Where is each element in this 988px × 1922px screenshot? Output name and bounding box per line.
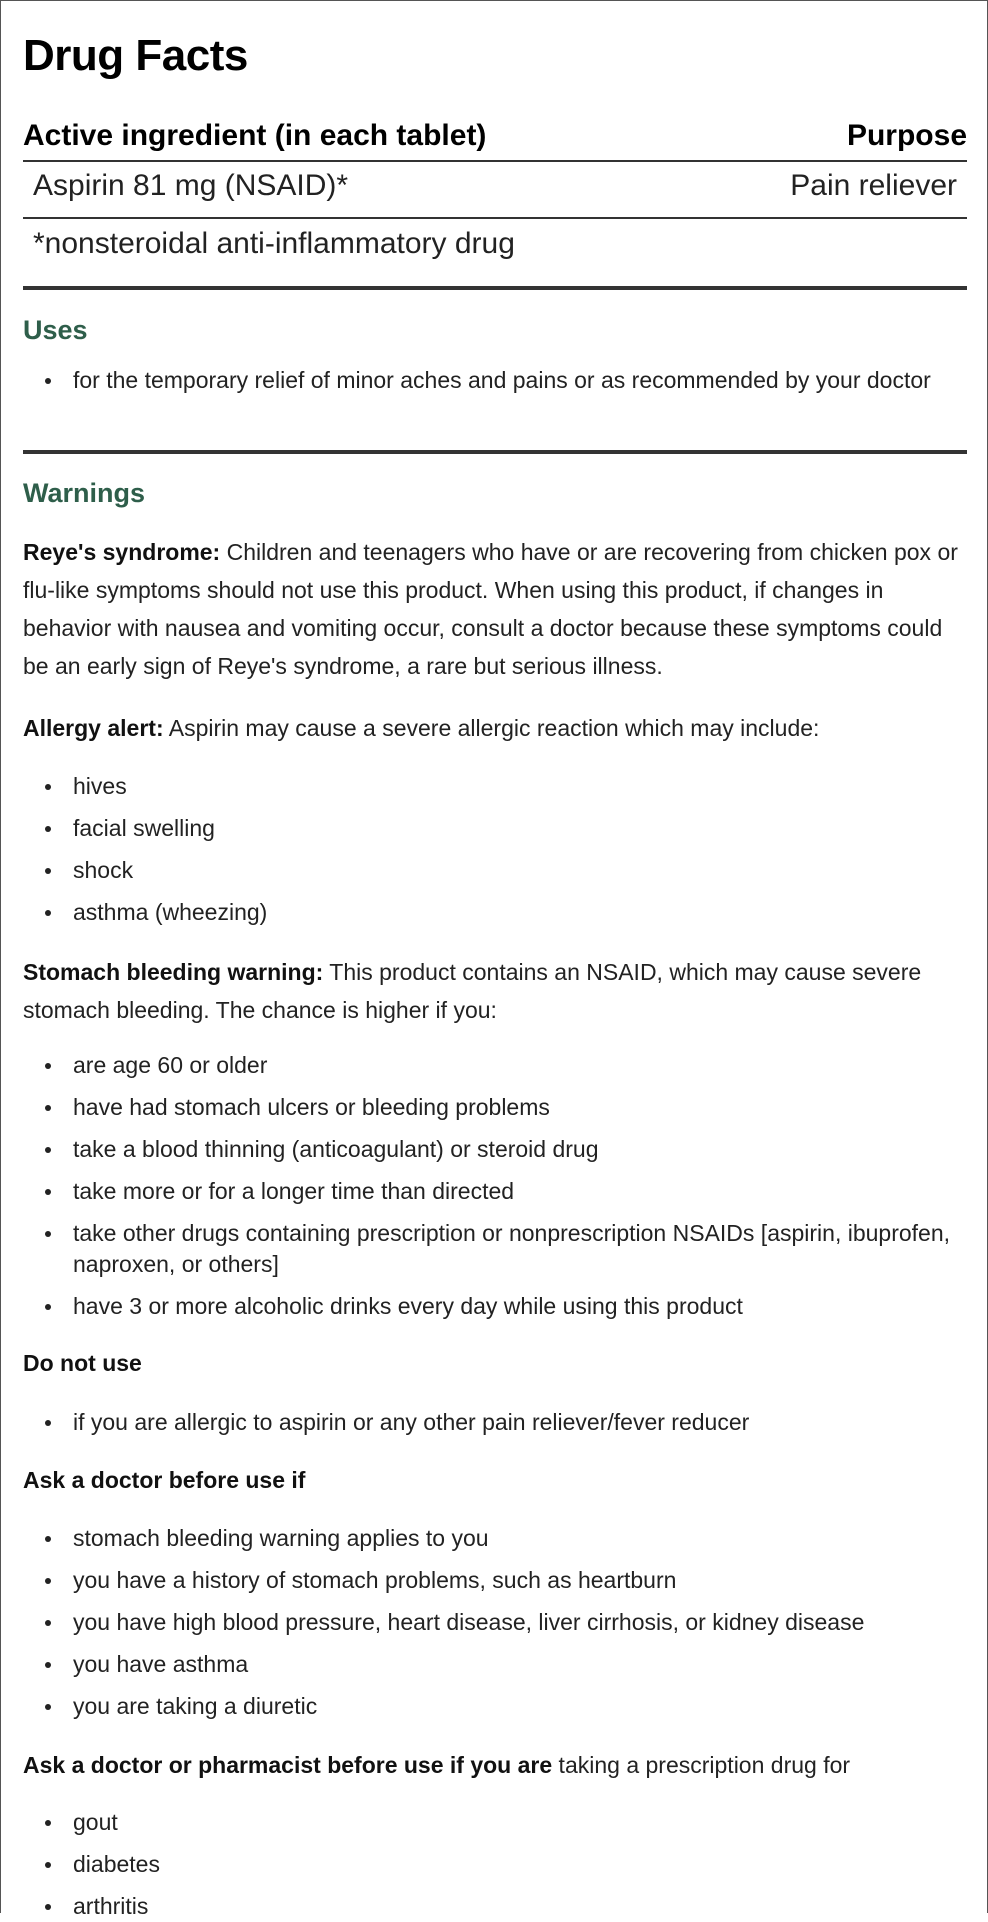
do-not-use-list xyxy=(23,1407,967,1438)
ingredient-name: Aspirin 81 mg (NSAID)* xyxy=(33,169,349,202)
divider xyxy=(23,217,967,219)
bullet-icon xyxy=(45,1147,51,1153)
bullet-icon xyxy=(45,1620,51,1626)
bullet-icon xyxy=(45,1231,51,1237)
footnote: *nonsteroidal anti-inflammatory drug xyxy=(33,227,515,260)
bullet-icon xyxy=(45,910,51,916)
reye-text: Children and teenagers who have or are recovering from chicken pox or flu-like symptoms should not use this product. When using this product, if changes in behavior with nausea and vomiting occur, consult a doctor because these symptoms could be an early sign of Reye's syndrome, a rare but serious illness. xyxy=(23,539,958,679)
bullet-icon xyxy=(45,784,51,790)
uses-list xyxy=(23,365,967,396)
list-item: if you are allergic to aspirin or any other pain reliever/fever reducer xyxy=(23,1407,967,1438)
list-item: you have a history of stomach problems, such as heartburn xyxy=(23,1565,967,1596)
stomach-paragraph xyxy=(23,953,967,1029)
reye-paragraph xyxy=(23,533,967,685)
bullet-icon xyxy=(45,1704,51,1710)
header-active-ingredient: Active ingredient (in each tablet) xyxy=(23,119,487,152)
bullet-icon xyxy=(45,1820,51,1826)
page-title: Drug Facts xyxy=(23,31,248,80)
list-item: take other drugs containing prescription or nonprescription NSAIDs [aspirin, ibuprofen, naproxen, or others] xyxy=(23,1218,967,1280)
allergy-list xyxy=(23,771,967,928)
ask-doctor-heading: Ask a doctor before use if xyxy=(23,1467,306,1493)
bullet-icon xyxy=(45,1105,51,1111)
bullet-icon xyxy=(45,1304,51,1310)
list-item: facial swelling xyxy=(23,813,967,844)
allergy-label: Allergy alert: xyxy=(23,715,164,741)
allergy-paragraph xyxy=(23,709,967,747)
bullet-icon xyxy=(45,1189,51,1195)
list-item: stomach bleeding warning applies to you xyxy=(23,1523,967,1554)
list-item: have had stomach ulcers or bleeding problems xyxy=(23,1092,967,1123)
uses-heading: Uses xyxy=(23,315,88,345)
bullet-icon xyxy=(45,1904,51,1910)
list-item: arthritis xyxy=(23,1891,967,1922)
header-purpose: Purpose xyxy=(846,119,967,152)
stomach-label: Stomach bleeding warning: xyxy=(23,959,324,985)
bullet-icon xyxy=(45,868,51,874)
list-item: gout xyxy=(23,1807,967,1838)
list-item: you are taking a diuretic xyxy=(23,1691,967,1722)
warnings-heading: Warnings xyxy=(23,478,146,508)
bullet-icon xyxy=(45,826,51,832)
list-item: you have high blood pressure, heart disease, liver cirrhosis, or kidney disease xyxy=(23,1607,967,1638)
list-item: take more or for a longer time than directed xyxy=(23,1176,967,1207)
bullet-icon xyxy=(45,1578,51,1584)
list-item: for the temporary relief of minor aches and pains or as recommended by your doctor xyxy=(23,365,967,396)
stomach-text: This product contains an NSAID, which may cause severe stomach bleeding. The chance is higher if you: xyxy=(23,959,922,1023)
list-item: diabetes xyxy=(23,1849,967,1880)
ask-doctor-list xyxy=(23,1523,967,1722)
ask-pharmacist-list xyxy=(23,1807,967,1922)
ingredient-purpose: Pain reliever xyxy=(790,169,957,202)
list-item: you have asthma xyxy=(23,1649,967,1680)
ask-pharmacist-paragraph xyxy=(23,1746,967,1784)
bullet-icon xyxy=(45,378,51,384)
stomach-list xyxy=(23,1050,967,1322)
allergy-text: Aspirin may cause a severe allergic reaction which may include: xyxy=(163,715,820,741)
do-not-use-heading: Do not use xyxy=(23,1350,142,1376)
bullet-icon xyxy=(45,1862,51,1868)
section-divider xyxy=(23,450,967,454)
reye-label: Reye's syndrome: xyxy=(23,539,221,565)
list-item: take a blood thinning (anticoagulant) or steroid drug xyxy=(23,1134,967,1165)
list-item: have 3 or more alcoholic drinks every day while using this product xyxy=(23,1291,967,1322)
bullet-icon xyxy=(45,1662,51,1668)
bullet-icon xyxy=(45,1420,51,1426)
divider xyxy=(23,160,967,162)
list-item: hives xyxy=(23,771,967,802)
bullet-icon xyxy=(45,1063,51,1069)
ask-pharmacist-text: taking a prescription drug for xyxy=(552,1752,851,1778)
list-item: shock xyxy=(23,855,967,886)
bullet-icon xyxy=(45,1536,51,1542)
list-item: asthma (wheezing) xyxy=(23,897,967,928)
list-item: are age 60 or older xyxy=(23,1050,967,1081)
section-divider xyxy=(23,286,967,290)
ask-pharmacist-label: Ask a doctor or pharmacist before use if you are xyxy=(23,1752,553,1778)
